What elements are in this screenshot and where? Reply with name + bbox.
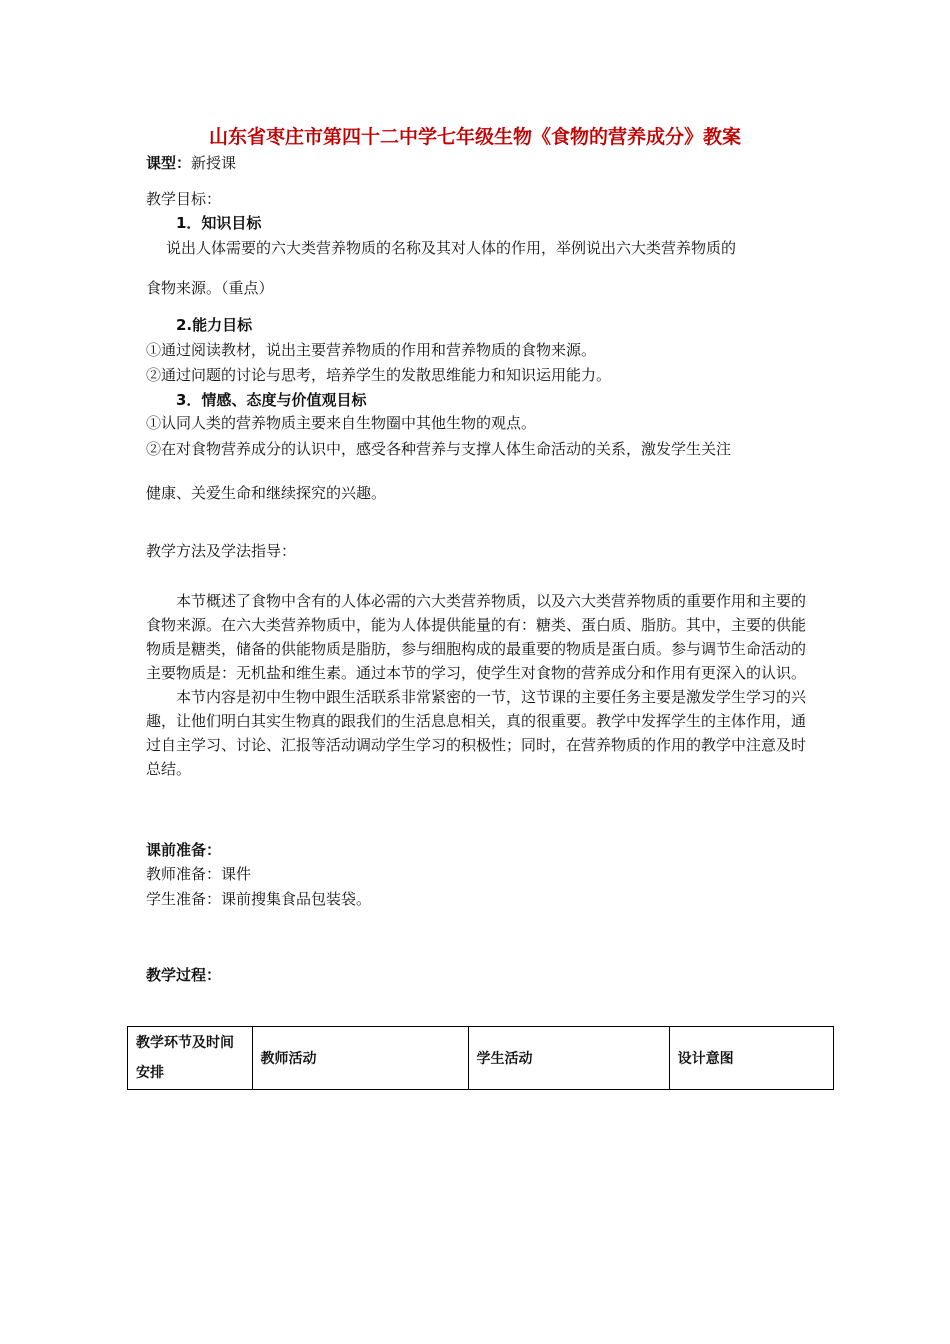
student-preparation: 学生准备：课前搜集食品包装袋。 <box>146 890 372 908</box>
methods-paragraph-2: 本节内容是初中生物中跟生活联系非常紧密的一节，这节课的主要任务主要是激发学生学习的兴趣，让他们明白其实生物真的跟我们的生活息息相关，真的很重要。教学中发挥学生的主体作用，通过自主学习、讨论、汇报等活动调动学生学习的积极性；同时，在营养物质的作用的教学中注意及时总结。 <box>146 688 807 778</box>
table-header-row <box>128 1027 834 1090</box>
column-header-stage: 教学环节及时间安排 <box>128 1027 253 1090</box>
ability-objective-item2: ②通过问题的讨论与思考，培养学生的发散思维能力和知识运用能力。 <box>146 366 612 384</box>
process-heading: 教学过程： <box>146 966 222 984</box>
lesson-type-label: 课型： <box>146 154 192 172</box>
teacher-preparation: 教师准备：课件 <box>146 865 252 883</box>
ability-objective-heading: 2.能力目标 <box>176 316 253 334</box>
column-header-design-intent: 设计意图 <box>669 1027 833 1090</box>
methods-heading: 教学方法及学法指导： <box>146 542 297 560</box>
knowledge-objective-line2: 食物来源。（重点） <box>146 279 274 297</box>
ability-objective-item1: ①通过阅读教材，说出主要营养物质的作用和营养物质的食物来源。 <box>146 341 597 359</box>
methods-body <box>146 589 806 781</box>
knowledge-objective-line1: 说出人体需要的六大类营养物质的名称及其对人体的作用，举例说出六大类营养物质的 <box>166 239 737 257</box>
document-title: 山东省枣庄市第四十二中学七年级生物《食物的营养成分》教案 <box>208 126 741 148</box>
methods-paragraph-1: 本节概述了食物中含有的人体必需的六大类营养物质，以及六大类营养物质的重要作用和主要的食物来源。在六大类营养物质中，能为人体提供能量的有：糖类、蛋白质、脂肪。其中，主要的供能物质是糖类，储备的供能物质是脂肪，参与细胞构成的最重要的物质是蛋白质。参与调节生命活动的主要物质是：无机盐和维生素。通过本节的学习，使学生对食物的营养成分和作用有更深入的认识。 <box>146 592 807 682</box>
emotion-objective-heading: 3．情感、态度与价值观目标 <box>176 391 367 409</box>
emotion-objective-item2-line1: ②在对食物营养成分的认识中，感受各种营养与支撑人体生命活动的关系，激发学生关注 <box>146 440 732 458</box>
emotion-objective-item1: ①认同人类的营养物质主要来自生物圈中其他生物的观点。 <box>146 414 537 432</box>
lesson-type <box>146 153 236 173</box>
emotion-objective-item2-line2: 健康、关爱生命和继续探究的兴趣。 <box>146 484 387 502</box>
column-header-student-activity: 学生活动 <box>468 1027 669 1090</box>
preparation-heading: 课前准备： <box>146 841 222 859</box>
column-header-teacher-activity: 教师活动 <box>252 1027 468 1090</box>
lesson-type-value: 新授课 <box>191 154 237 172</box>
knowledge-objective-heading: 1．知识目标 <box>176 214 262 232</box>
objectives-heading: 教学目标： <box>146 190 222 208</box>
teaching-process-table <box>127 1026 834 1090</box>
